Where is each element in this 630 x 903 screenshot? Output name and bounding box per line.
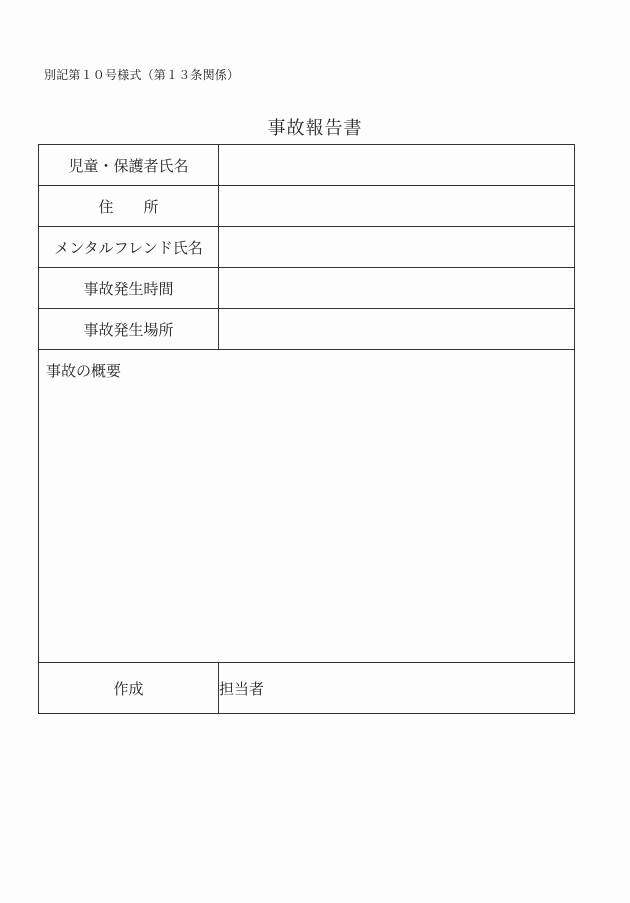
field-accident-place[interactable]	[219, 309, 575, 350]
row-mental-friend-name	[39, 227, 575, 268]
label-child-guardian-name: 児童・保護者氏名	[39, 145, 219, 186]
row-accident-summary	[39, 350, 575, 663]
row-accident-time	[39, 268, 575, 309]
label-accident-summary: 事故の概要	[46, 362, 122, 380]
label-accident-place: 事故発生場所	[39, 309, 219, 350]
label-address: 住 所	[39, 186, 219, 227]
label-mental-friend-name: メンタルフレンド氏名	[39, 227, 219, 268]
field-child-guardian-name[interactable]	[219, 145, 575, 186]
row-created	[39, 663, 575, 714]
field-accident-summary[interactable]	[39, 350, 575, 663]
row-child-guardian-name	[39, 145, 575, 186]
field-person-in-charge[interactable]	[219, 663, 575, 714]
page-title: 事故報告書	[267, 118, 363, 139]
field-accident-time[interactable]	[219, 268, 575, 309]
row-address	[39, 186, 575, 227]
field-mental-friend-name[interactable]	[219, 227, 575, 268]
report-form-table	[38, 144, 575, 714]
field-address[interactable]	[219, 186, 575, 227]
row-accident-place	[39, 309, 575, 350]
label-created: 作成	[39, 663, 219, 714]
form-code: 別記第１０号様式（第１３条関係）	[44, 68, 240, 82]
label-accident-time: 事故発生時間	[39, 268, 219, 309]
label-person-in-charge: 担当者	[219, 679, 265, 698]
